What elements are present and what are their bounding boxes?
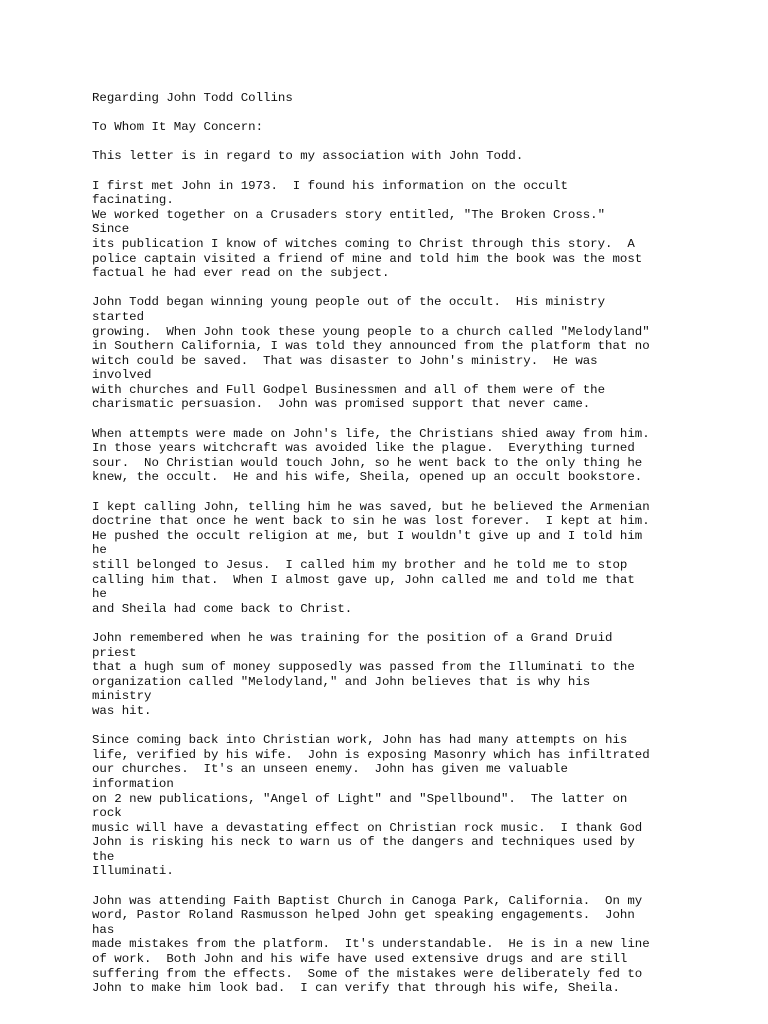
- paragraph-line: suffering from the effects. Some of the mistakes were deliberately fed to: [92, 966, 643, 981]
- paragraph: [92, 631, 752, 719]
- spacer: [92, 281, 752, 296]
- paragraph-line: in Southern California, I was told they announced from the platform that no: [92, 339, 650, 354]
- paragraph-line: witch could be saved. That was disaster to John's ministry. He was: [92, 353, 598, 368]
- spacer: [92, 412, 752, 427]
- paragraph-line: doctrine that once he went back to sin he was lost forever. I kept at him.: [92, 514, 650, 529]
- paragraph-line: calling him that. When I almost gave up, John called me and told me that: [92, 572, 635, 587]
- paragraph-line: involved: [92, 368, 152, 383]
- paragraph-line: When attempts were made on John's life, the Christians shied away from him.: [92, 426, 650, 441]
- paragraph-line: John was attending Faith Baptist Church in Canoga Park, California. On my: [92, 893, 643, 908]
- paragraph: [92, 427, 752, 485]
- paragraph-line: Since: [92, 222, 130, 237]
- paragraph-line: sour. No Christian would touch John, so he went back to the only thing he: [92, 455, 643, 470]
- paragraph-line: In those years witchcraft was avoided like the plague. Everything turned: [92, 441, 635, 456]
- paragraph-line: our churches. It's an unseen enemy. John has given me valuable: [92, 762, 568, 777]
- paragraph: [92, 500, 752, 617]
- paragraph-line: organization called "Melodyland," and John believes that is why his: [92, 674, 591, 689]
- paragraph-line: on 2 new publications, "Angel of Light" and "Spellbound". The latter on: [92, 791, 628, 806]
- letter-subject: Regarding John Todd Collins: [92, 91, 293, 105]
- letter-salutation: To Whom It May Concern:: [92, 120, 264, 135]
- paragraph-line: Since coming back into Christian work, John has had many attempts on his: [92, 733, 628, 748]
- spacer: [92, 485, 752, 500]
- paragraph-line: factual he had ever read on the subject.: [92, 266, 390, 281]
- paragraph-line: facinating.: [92, 193, 174, 208]
- paragraph-line: still belonged to Jesus. I called him my brother and he told me to stop: [92, 558, 628, 572]
- paragraph: [92, 894, 752, 996]
- paragraph-line: music will have a devastating effect on Christian rock music. I thank God: [92, 820, 643, 835]
- paragraph-line: he: [92, 543, 107, 558]
- spacer: [92, 616, 752, 631]
- spacer: [92, 135, 752, 150]
- paragraph-line: information: [92, 776, 174, 791]
- spacer: [92, 719, 752, 734]
- paragraph-line: life, verified by his wife. John is exposing Masonry which has infiltrated: [92, 747, 650, 762]
- paragraph-line: knew, the occult. He and his wife, Sheila, opened up an occult bookstore.: [92, 470, 643, 485]
- paragraph-line: I kept calling John, telling him he was saved, but he believed the Armenian: [92, 499, 650, 514]
- paragraph-line: has: [92, 922, 115, 937]
- paragraph-line: made mistakes from the platform. It's understandable. He is in a new line: [92, 937, 650, 952]
- spacer: [92, 879, 752, 894]
- paragraph-line: started: [92, 309, 145, 324]
- paragraph-line: Illuminati.: [92, 864, 174, 879]
- paragraph-line: John remembered when he was training for the position of a Grand Druid: [92, 630, 613, 645]
- paragraph-line: ministry: [92, 689, 152, 704]
- paragraph-line: he: [92, 587, 107, 602]
- paragraph-line: rock: [92, 806, 122, 821]
- spacer: [92, 164, 752, 179]
- paragraph-line: I first met John in 1973. I found his information on the occult: [92, 178, 568, 193]
- paragraph-line: and Sheila had come back to Christ.: [92, 601, 353, 616]
- paragraph-line: was hit.: [92, 703, 152, 718]
- letter-body: [92, 91, 752, 996]
- paragraph-line: growing. When John took these young people to a church called "Melodyland": [92, 324, 650, 339]
- paragraph: [92, 733, 752, 879]
- paragraph-line: John to make him look bad. I can verify that through his wife, Sheila.: [92, 981, 620, 996]
- paragraph-line: word, Pastor Roland Rasmusson helped John get speaking engagements. John: [92, 908, 635, 923]
- paragraph: [92, 179, 752, 281]
- paragraph: [92, 295, 752, 412]
- paragraph-line: of work. Both John and his wife have used extensive drugs and are still: [92, 952, 628, 967]
- paragraph-line: This letter is in regard to my association with John Todd.: [92, 149, 524, 164]
- paragraph-line: charismatic persuasion. John was promised support that never came.: [92, 397, 591, 412]
- paragraph-line: John is risking his neck to warn us of the dangers and techniques used by: [92, 835, 635, 850]
- spacer: [92, 106, 752, 121]
- paragraph: [92, 149, 752, 164]
- paragraph-line: its publication I know of witches coming to Christ through this story. A: [92, 236, 635, 251]
- paragraph-line: that a hugh sum of money supposedly was passed from the Illuminati to the: [92, 660, 635, 675]
- paragraph-list: [92, 149, 752, 995]
- paragraph-line: the: [92, 849, 115, 864]
- paragraph-line: with churches and Full Godpel Businessmen and all of them were of the: [92, 382, 606, 397]
- paragraph-line: priest: [92, 645, 137, 660]
- paragraph-line: We worked together on a Crusaders story entitled, "The Broken Cross.": [92, 207, 606, 222]
- paragraph-line: He pushed the occult religion at me, but I wouldn't give up and I told him: [92, 528, 643, 543]
- paragraph-line: John Todd began winning young people out of the occult. His ministry: [92, 295, 606, 310]
- paragraph-line: police captain visited a friend of mine and told him the book was the most: [92, 251, 643, 266]
